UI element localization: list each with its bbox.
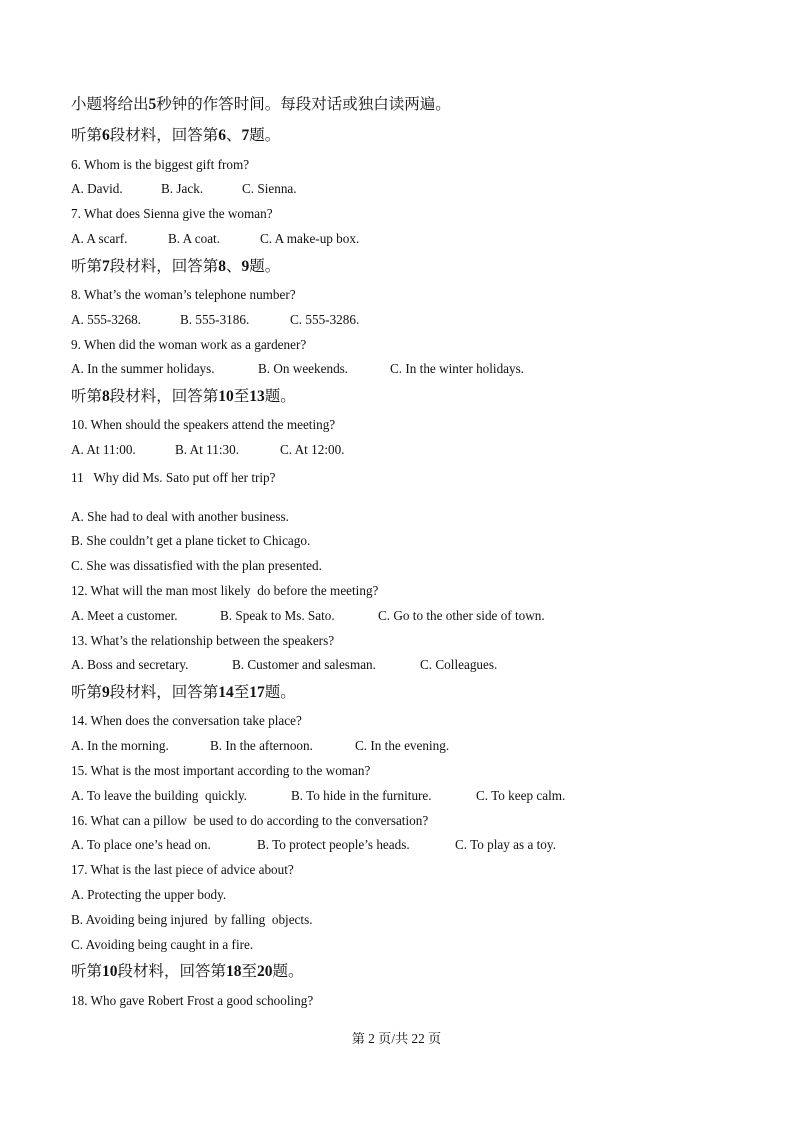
option-a[interactable]: A. She had to deal with another business. xyxy=(71,509,289,524)
question-12: 12. What will the man most likely do before the meeting? xyxy=(71,583,379,598)
heading-number: 14 xyxy=(218,684,234,701)
option-b[interactable]: B. Jack. xyxy=(161,181,204,196)
heading-text: 题。 xyxy=(249,258,281,275)
heading-text: 至 xyxy=(233,388,250,405)
question-14: 14. When does the conversation take place? xyxy=(71,713,302,728)
option-a[interactable]: A. In the summer holidays. xyxy=(71,361,215,376)
heading-text: 听第 xyxy=(71,963,103,980)
question-16: 16. What can a pillow be used to do according to the conversation? xyxy=(71,813,429,828)
option-b[interactable]: B. 555-3186. xyxy=(180,312,250,327)
heading-text: 、 xyxy=(226,258,242,275)
heading-text: 听第 xyxy=(71,388,103,405)
heading-number: 13 xyxy=(249,388,265,405)
option-c[interactable]: C. 555-3286. xyxy=(290,312,360,327)
option-a[interactable]: A. Meet a customer. xyxy=(71,608,178,623)
question-18: 18. Who gave Robert Frost a good schooling? xyxy=(71,993,314,1008)
section-heading-8 xyxy=(71,389,296,405)
option-a[interactable]: A. At 11:00. xyxy=(71,442,136,457)
heading-number: 17 xyxy=(249,684,265,701)
option-b[interactable]: B. Avoiding being injured by falling objects. xyxy=(71,912,313,927)
heading-number: 7 xyxy=(241,127,250,144)
option-b[interactable]: B. A coat. xyxy=(168,231,221,246)
option-c[interactable]: C. Sienna. xyxy=(242,181,297,196)
heading-text: 、 xyxy=(226,127,242,144)
option-b[interactable]: B. She couldn’t get a plane ticket to Chicago. xyxy=(71,533,311,548)
page-footer: 第 2 页/共 22 页 xyxy=(351,1031,442,1046)
instruction-number: 5 xyxy=(148,96,157,113)
heading-text: 听第 xyxy=(71,258,103,275)
question-6: 6. Whom is the biggest gift from? xyxy=(71,157,250,172)
option-c[interactable]: C. At 12:00. xyxy=(280,442,345,457)
heading-text: 至 xyxy=(241,963,258,980)
option-b[interactable]: B. To protect people’s heads. xyxy=(257,837,410,852)
heading-text: 题。 xyxy=(272,963,304,980)
heading-number: 20 xyxy=(257,963,273,980)
heading-number: 10 xyxy=(218,388,234,405)
option-b[interactable]: B. To hide in the furniture. xyxy=(291,788,432,803)
heading-number: 6 xyxy=(218,127,227,144)
question-10: 10. When should the speakers attend the meeting? xyxy=(71,417,336,432)
heading-text: 段材料，回答第 xyxy=(109,684,219,701)
option-c[interactable]: C. Avoiding being caught in a fire. xyxy=(71,937,254,952)
heading-number: 8 xyxy=(218,258,227,275)
heading-text: 段材料，回答第 xyxy=(109,388,219,405)
option-b[interactable]: B. At 11:30. xyxy=(175,442,239,457)
option-a[interactable]: A. To leave the building quickly. xyxy=(71,788,247,803)
option-a[interactable]: A. Protecting the upper body. xyxy=(71,887,227,902)
heading-text: 题。 xyxy=(264,684,296,701)
question-11: 11 Why did Ms. Sato put off her trip? xyxy=(71,470,276,485)
option-b[interactable]: B. In the afternoon. xyxy=(210,738,313,753)
heading-text: 段材料，回答第 xyxy=(109,127,219,144)
heading-text: 听第 xyxy=(71,127,103,144)
option-c[interactable]: C. In the winter holidays. xyxy=(390,361,525,376)
option-c[interactable]: C. Go to the other side of town. xyxy=(378,608,545,623)
option-c[interactable]: C. To play as a toy. xyxy=(455,837,556,852)
option-a[interactable]: A. David. xyxy=(71,181,123,196)
question-7: 7. What does Sienna give the woman? xyxy=(71,206,273,221)
section-heading-10 xyxy=(71,964,304,980)
question-15: 15. What is the most important according to the woman? xyxy=(71,763,371,778)
option-c[interactable]: C. Colleagues. xyxy=(420,657,498,672)
option-b[interactable]: B. Speak to Ms. Sato. xyxy=(220,608,335,623)
heading-text: 题。 xyxy=(249,127,281,144)
section-heading-9 xyxy=(71,685,296,701)
heading-number: 6 xyxy=(102,127,110,144)
heading-text: 至 xyxy=(233,684,250,701)
heading-text: 段材料，回答第 xyxy=(109,258,219,275)
question-8: 8. What’s the woman’s telephone number? xyxy=(71,287,296,302)
instruction-text: 小题将给出 xyxy=(71,96,149,113)
option-a[interactable]: A. In the morning. xyxy=(71,738,169,753)
question-17: 17. What is the last piece of advice about? xyxy=(71,862,294,877)
option-b[interactable]: B. On weekends. xyxy=(258,361,349,376)
question-9: 9. When did the woman work as a gardener? xyxy=(71,337,307,352)
heading-number: 9 xyxy=(241,258,250,275)
option-c[interactable]: C. She was dissatisfied with the plan presented. xyxy=(71,558,322,573)
section-heading-7 xyxy=(71,259,280,275)
question-13: 13. What’s the relationship between the speakers? xyxy=(71,633,335,648)
option-a[interactable]: A. Boss and secretary. xyxy=(71,657,189,672)
heading-number: 7 xyxy=(102,258,110,275)
heading-text: 段材料，回答第 xyxy=(117,963,227,980)
heading-number: 18 xyxy=(226,963,242,980)
option-c[interactable]: C. To keep calm. xyxy=(476,788,566,803)
heading-number: 8 xyxy=(102,388,110,405)
heading-text: 题。 xyxy=(264,388,296,405)
heading-number: 9 xyxy=(102,684,110,701)
section-heading-6 xyxy=(71,128,280,144)
option-c[interactable]: C. In the evening. xyxy=(355,738,450,753)
option-a[interactable]: A. 555-3268. xyxy=(71,312,141,327)
instruction-line xyxy=(71,97,451,113)
instruction-text: 秒钟的作答时间。每段对话或独白读两遍。 xyxy=(156,96,451,113)
option-a[interactable]: A. A scarf. xyxy=(71,231,128,246)
option-a[interactable]: A. To place one’s head on. xyxy=(71,837,211,852)
option-c[interactable]: C. A make-up box. xyxy=(260,231,360,246)
heading-number: 10 xyxy=(102,963,118,980)
heading-text: 听第 xyxy=(71,684,103,701)
option-b[interactable]: B. Customer and salesman. xyxy=(232,657,376,672)
